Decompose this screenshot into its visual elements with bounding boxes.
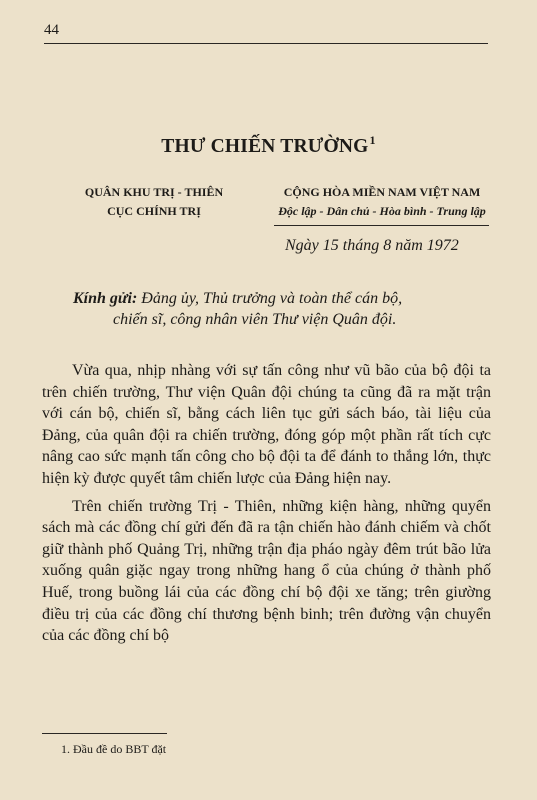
motto-underline: [274, 225, 489, 226]
salutation-label: Kính gửi:: [73, 290, 138, 307]
issuer-line-1: QUÂN KHU TRỊ - THIÊN: [84, 185, 224, 199]
state-motto: Độc lập - Dân chủ - Hòa bình - Trung lập: [278, 204, 486, 218]
salutation-line-2: chiến sĩ, công nhân viên Thư viện Quân đội.: [113, 311, 397, 328]
salutation-line-1: Đảng ủy, Thủ trưởng và toàn thể cán bộ,: [141, 290, 403, 307]
issuer-line-2: CỤC CHÍNH TRỊ: [107, 204, 201, 218]
page-number: 44: [44, 22, 59, 38]
issuer-header: [64, 183, 244, 221]
body-paragraph-1: Vừa qua, nhịp nhàng với sự tấn công như vũ bão của bộ đội ta trên chiến trường, Thư viện Quân đội chúng ta cũng đã ra mặt trận với cán bộ, chiến sĩ, bằng cách liên tục gửi sách báo, tài liệu của Đảng, của quân đội ra chiến trường, đóng góp một phần rất tích cực nâng cao sức mạnh tấn công cho bộ đội ta để đánh to thắng lớn, thực hiện kỳ được quyết tâm chiến lược của Đảng hiện nay.: [42, 362, 491, 487]
footnote-rule: [42, 733, 167, 734]
title-footnote-ref: 1: [369, 133, 376, 147]
state-header: [244, 183, 520, 221]
letter-title-text: THƯ CHIẾN TRƯỜNG: [161, 136, 369, 157]
salutation: [73, 288, 493, 330]
header-rule: [44, 43, 488, 44]
letter-body: [42, 360, 491, 653]
letter-title: [0, 133, 537, 158]
footnote: 1. Đầu đề do BBT đặt: [61, 742, 167, 756]
letter-date: Ngày 15 tháng 8 năm 1972: [285, 237, 459, 254]
state-name: CỘNG HÒA MIỀN NAM VIỆT NAM: [283, 185, 481, 199]
body-paragraph-2: Trên chiến trường Trị - Thiên, những kiện hàng, những quyển sách mà các đồng chí gửi đến đã ra tận chiến hào đánh chiếm và chốt giữ thành phố Quảng Trị, những trận địa pháo ngày đêm trút bão lửa xuống quân giặc ngay trong những hang ổ của chúng ở thành phố Huế, trong buồng lái của các đồng chí bộ đội xe tăng; trên giường điều trị của các đồng chí thương bệnh binh; trên đường vận chuyển của các đồng chí bộ: [42, 497, 491, 645]
